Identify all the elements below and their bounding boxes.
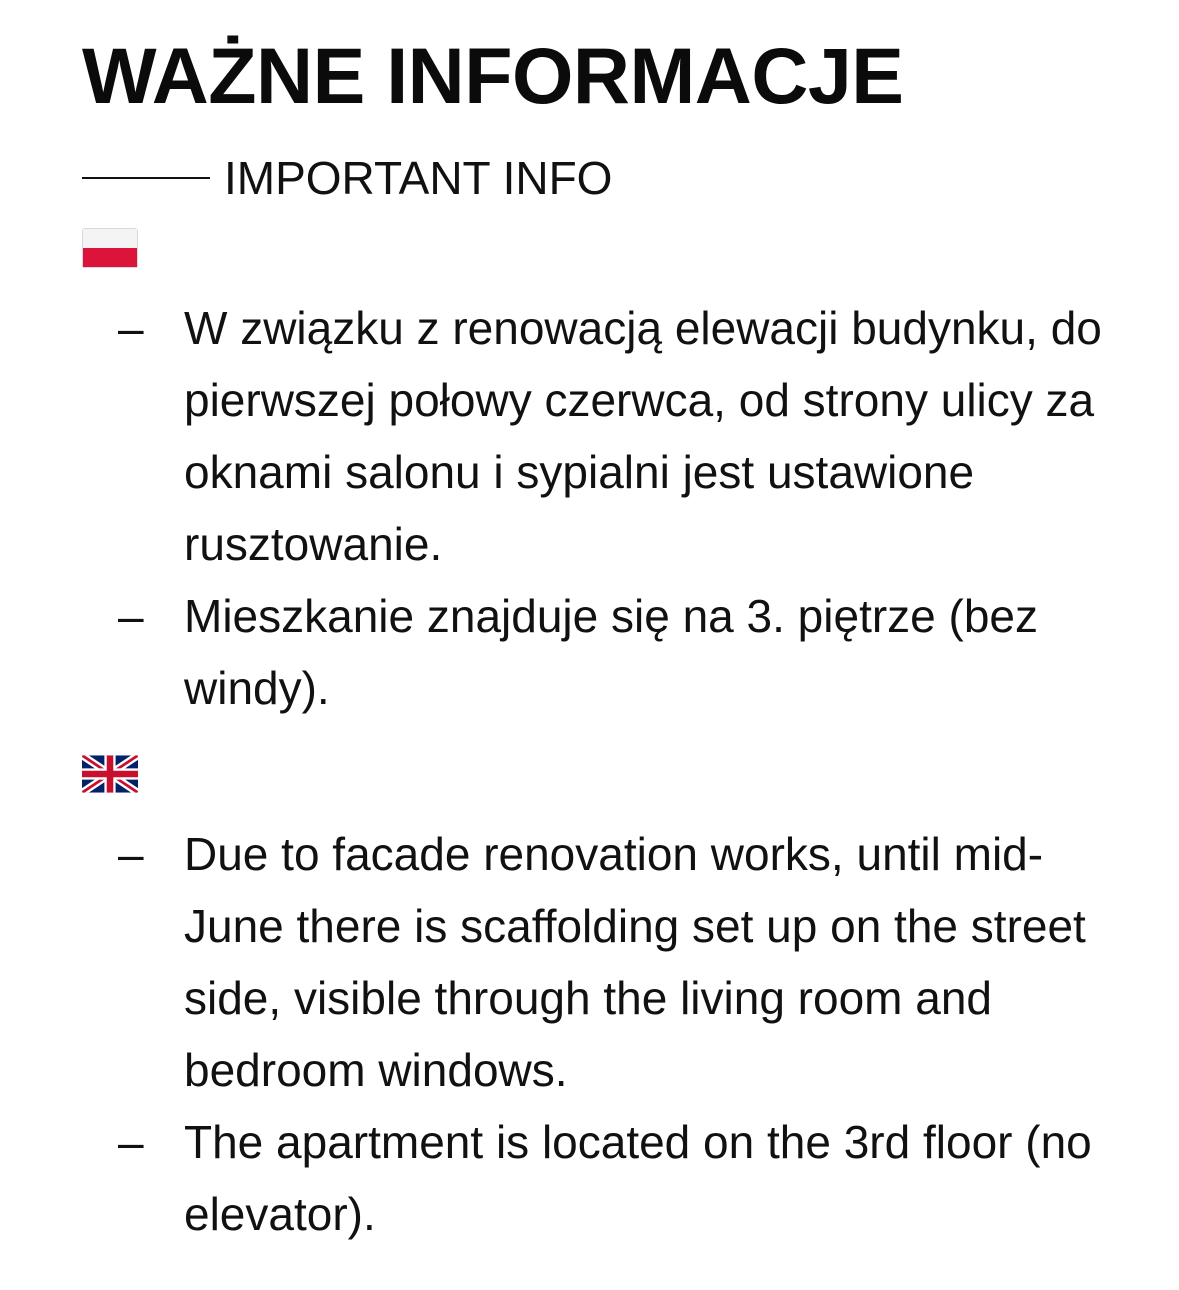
subtitle-rule — [82, 177, 210, 179]
poland-flag-icon — [82, 228, 138, 268]
page-title: WAŻNE INFORMACJE — [82, 31, 904, 120]
bullet-dash: – — [118, 590, 144, 642]
bullet-dash: – — [118, 302, 144, 354]
list-item — [82, 1106, 1142, 1250]
polish-info-list — [82, 292, 1142, 724]
list-item — [82, 818, 1142, 1106]
bullet-dash: – — [118, 1116, 144, 1168]
list-item — [82, 580, 1142, 724]
bullet-dash: – — [118, 828, 144, 880]
uk-flag-icon — [82, 754, 138, 794]
list-item-text: Due to facade renovation works, until mid-June there is scaffolding set up on the street side, visible through the living room and bedroom windows. — [184, 828, 1086, 1096]
info-page — [82, 30, 1142, 1250]
list-item-text: Mieszkanie znajduje się na 3. piętrze (bez windy). — [184, 590, 1039, 714]
list-item — [82, 292, 1142, 580]
subtitle-row — [82, 148, 1142, 208]
english-info-list — [82, 818, 1142, 1250]
page-subtitle: IMPORTANT INFO — [224, 152, 613, 204]
list-item-text: The apartment is located on the 3rd floor (no elevator). — [184, 1116, 1092, 1240]
list-item-text: W związku z renowacją elewacji budynku, do pierwszej połowy czerwca, od strony ulicy za oknami salonu i sypialni jest ustawione rusztowanie. — [184, 302, 1102, 570]
